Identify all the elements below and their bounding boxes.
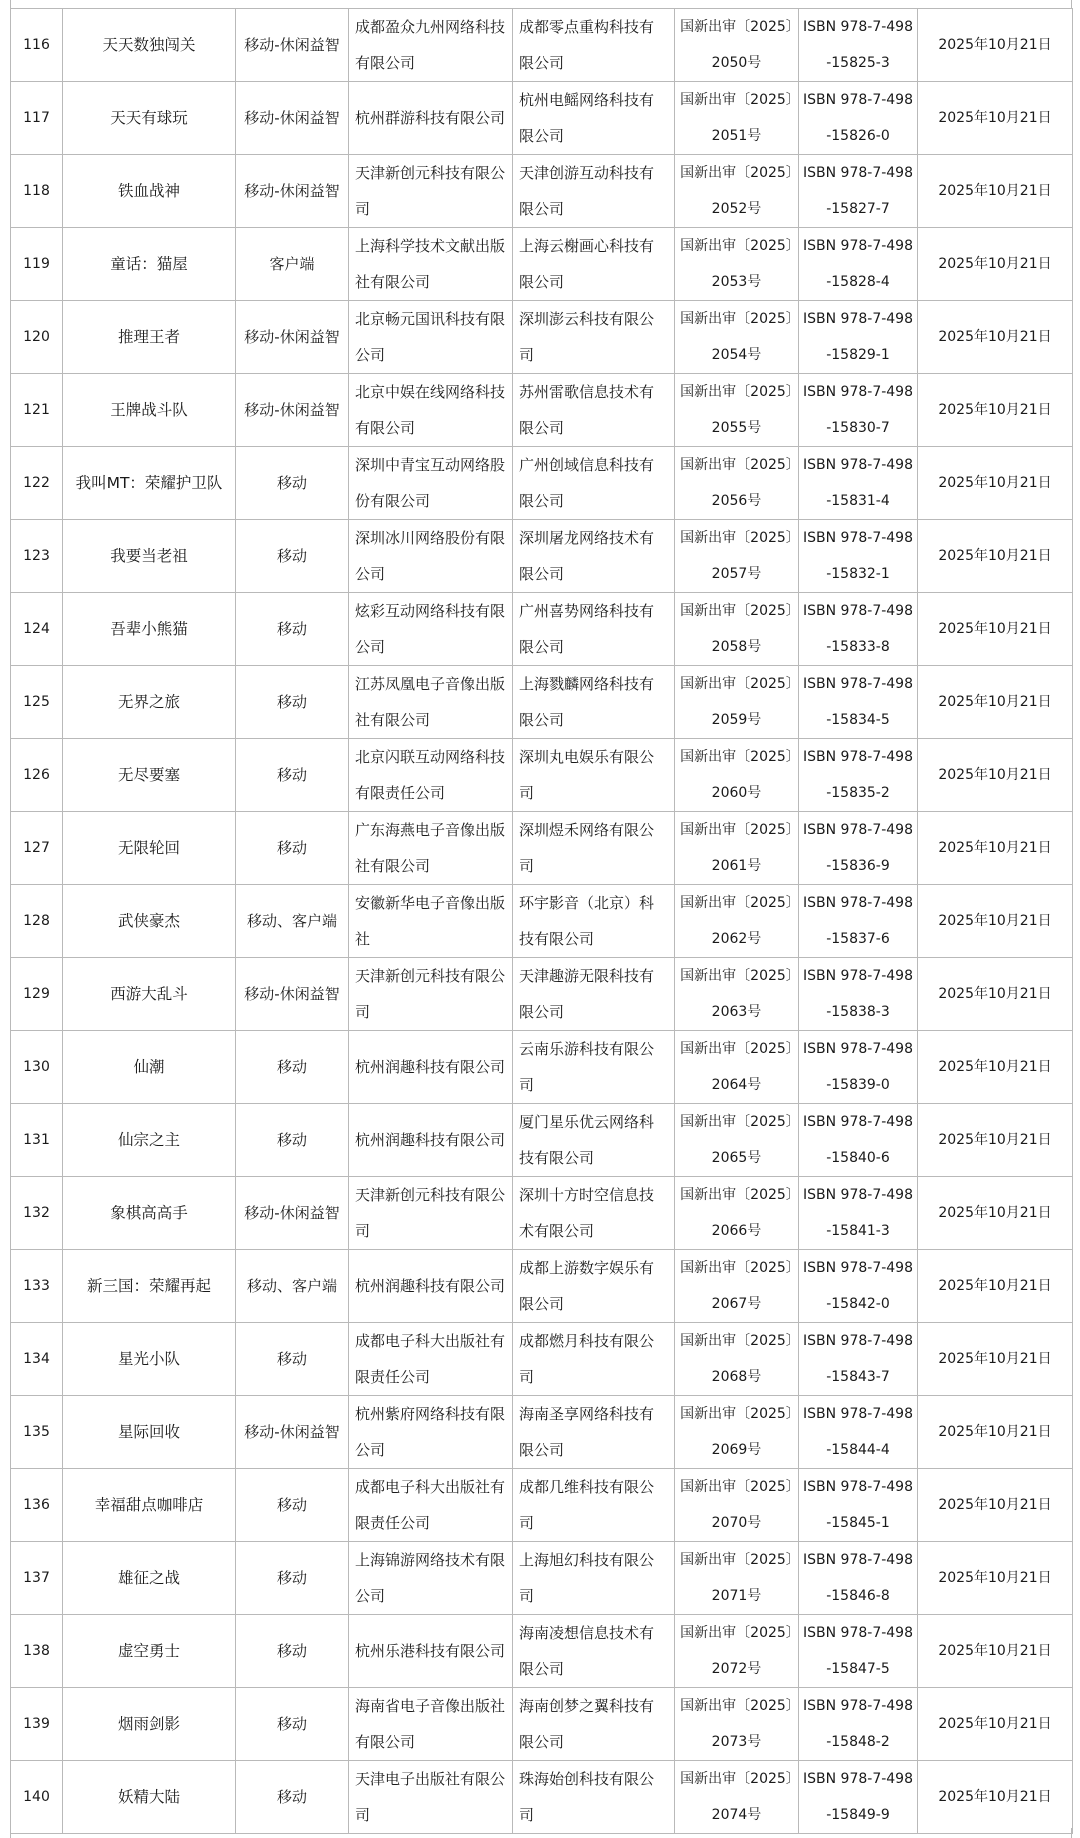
approval-date: 2025年10月21日 — [918, 1323, 1073, 1396]
game-name: 天天有球玩 — [63, 82, 236, 155]
game-number: 135 — [11, 1396, 63, 1469]
approval-number: 国新出审〔2025〕2066号 — [675, 1177, 799, 1250]
game-category: 移动-休闲益智 — [236, 958, 349, 1031]
game-name: 铁血战神 — [63, 155, 236, 228]
table-row — [11, 1104, 1073, 1177]
game-category: 移动、客户端 — [236, 1250, 349, 1323]
operator-unit: 上海云榭画心科技有限公司 — [513, 228, 675, 301]
table-row — [11, 1761, 1073, 1834]
operator-unit: 云南乐游科技有限公司 — [513, 1031, 675, 1104]
approval-number: 国新出审〔2025〕2068号 — [675, 1323, 799, 1396]
game-category: 移动-休闲益智 — [236, 9, 349, 82]
game-number: 120 — [11, 301, 63, 374]
publisher-unit: 杭州乐港科技有限公司 — [349, 1615, 513, 1688]
table-row — [11, 812, 1073, 885]
isbn-number: ISBN 978-7-498-15839-0 — [799, 1031, 918, 1104]
isbn-number: ISBN 978-7-498-15833-8 — [799, 593, 918, 666]
table-row — [11, 885, 1073, 958]
approval-number: 国新出审〔2025〕2054号 — [675, 301, 799, 374]
approval-number: 国新出审〔2025〕2055号 — [675, 374, 799, 447]
approval-date: 2025年10月21日 — [918, 1031, 1073, 1104]
operator-unit: 深圳丸电娱乐有限公司 — [513, 739, 675, 812]
approval-number: 国新出审〔2025〕2061号 — [675, 812, 799, 885]
approval-date: 2025年10月21日 — [918, 885, 1073, 958]
operator-unit: 苏州雷歌信息技术有限公司 — [513, 374, 675, 447]
operator-unit: 珠海始创科技有限公司 — [513, 1761, 675, 1834]
approval-number: 国新出审〔2025〕2064号 — [675, 1031, 799, 1104]
approval-number: 国新出审〔2025〕2067号 — [675, 1250, 799, 1323]
game-number: 118 — [11, 155, 63, 228]
isbn-number: ISBN 978-7-498-15847-5 — [799, 1615, 918, 1688]
game-name: 天天数独闯关 — [63, 9, 236, 82]
publisher-unit: 天津新创元科技有限公司 — [349, 1177, 513, 1250]
table-row — [11, 1396, 1073, 1469]
operator-unit: 厦门星乐优云网络科技有限公司 — [513, 1104, 675, 1177]
isbn-number: ISBN 978-7-498-15832-1 — [799, 520, 918, 593]
publisher-unit: 成都电子科大出版社有限责任公司 — [349, 1323, 513, 1396]
game-name: 无界之旅 — [63, 666, 236, 739]
publisher-unit: 上海科学技术文献出版社有限公司 — [349, 228, 513, 301]
game-category: 移动 — [236, 666, 349, 739]
approval-number: 国新出审〔2025〕2056号 — [675, 447, 799, 520]
approval-number: 国新出审〔2025〕2074号 — [675, 1761, 799, 1834]
game-category: 移动 — [236, 1615, 349, 1688]
game-number: 140 — [11, 1761, 63, 1834]
game-number: 129 — [11, 958, 63, 1031]
publisher-unit: 上海锦游网络技术有限公司 — [349, 1542, 513, 1615]
game-name: 童话：猫屋 — [63, 228, 236, 301]
game-approval-table — [10, 8, 1073, 1834]
game-number: 131 — [11, 1104, 63, 1177]
publisher-unit: 成都盈众九州网络科技有限公司 — [349, 9, 513, 82]
approval-date: 2025年10月21日 — [918, 1396, 1073, 1469]
game-number: 133 — [11, 1250, 63, 1323]
table-row — [11, 1469, 1073, 1542]
game-name: 武侠豪杰 — [63, 885, 236, 958]
game-name: 我叫MT：荣耀护卫队 — [63, 447, 236, 520]
game-category: 移动-休闲益智 — [236, 155, 349, 228]
game-category: 移动 — [236, 812, 349, 885]
game-number: 137 — [11, 1542, 63, 1615]
isbn-number: ISBN 978-7-498-15837-6 — [799, 885, 918, 958]
game-category: 移动-休闲益智 — [236, 301, 349, 374]
table-row — [11, 1177, 1073, 1250]
publisher-unit: 北京中娱在线网络科技有限公司 — [349, 374, 513, 447]
table-row — [11, 447, 1073, 520]
game-category: 移动 — [236, 1104, 349, 1177]
game-name: 无限轮回 — [63, 812, 236, 885]
game-category: 移动 — [236, 1323, 349, 1396]
operator-unit: 海南创梦之翼科技有限公司 — [513, 1688, 675, 1761]
approval-number: 国新出审〔2025〕2050号 — [675, 9, 799, 82]
approval-date: 2025年10月21日 — [918, 1542, 1073, 1615]
approval-number: 国新出审〔2025〕2062号 — [675, 885, 799, 958]
operator-unit: 深圳屠龙网络技术有限公司 — [513, 520, 675, 593]
operator-unit: 成都零点重构科技有限公司 — [513, 9, 675, 82]
publisher-unit: 北京闪联互动网络科技有限责任公司 — [349, 739, 513, 812]
approval-date: 2025年10月21日 — [918, 958, 1073, 1031]
table-row — [11, 958, 1073, 1031]
isbn-number: ISBN 978-7-498-15840-6 — [799, 1104, 918, 1177]
isbn-number: ISBN 978-7-498-15828-4 — [799, 228, 918, 301]
game-number: 117 — [11, 82, 63, 155]
approval-date: 2025年10月21日 — [918, 593, 1073, 666]
game-number: 130 — [11, 1031, 63, 1104]
table-row — [11, 1031, 1073, 1104]
approval-number: 国新出审〔2025〕2063号 — [675, 958, 799, 1031]
game-category: 移动 — [236, 1688, 349, 1761]
game-number: 116 — [11, 9, 63, 82]
game-name: 幸福甜点咖啡店 — [63, 1469, 236, 1542]
isbn-number: ISBN 978-7-498-15825-3 — [799, 9, 918, 82]
approval-date: 2025年10月21日 — [918, 228, 1073, 301]
game-name: 王牌战斗队 — [63, 374, 236, 447]
isbn-number: ISBN 978-7-498-15848-2 — [799, 1688, 918, 1761]
operator-unit: 天津趣游无限科技有限公司 — [513, 958, 675, 1031]
table-row — [11, 9, 1073, 82]
isbn-number: ISBN 978-7-498-15849-9 — [799, 1761, 918, 1834]
approval-number: 国新出审〔2025〕2053号 — [675, 228, 799, 301]
game-number: 132 — [11, 1177, 63, 1250]
approval-date: 2025年10月21日 — [918, 447, 1073, 520]
game-category: 移动 — [236, 739, 349, 812]
approval-number: 国新出审〔2025〕2051号 — [675, 82, 799, 155]
table-top-edge — [10, 0, 1072, 8]
game-category: 移动-休闲益智 — [236, 82, 349, 155]
table-bottom-edge — [10, 1828, 1072, 1838]
game-number: 119 — [11, 228, 63, 301]
game-number: 125 — [11, 666, 63, 739]
operator-unit: 成都上游数字娱乐有限公司 — [513, 1250, 675, 1323]
game-number: 128 — [11, 885, 63, 958]
game-name: 虚空勇士 — [63, 1615, 236, 1688]
table-row — [11, 593, 1073, 666]
game-number: 121 — [11, 374, 63, 447]
operator-unit: 广州创域信息科技有限公司 — [513, 447, 675, 520]
game-category: 移动、客户端 — [236, 885, 349, 958]
game-name: 吾辈小熊猫 — [63, 593, 236, 666]
approval-number: 国新出审〔2025〕2073号 — [675, 1688, 799, 1761]
isbn-number: ISBN 978-7-498-15845-1 — [799, 1469, 918, 1542]
approval-date: 2025年10月21日 — [918, 374, 1073, 447]
approval-number: 国新出审〔2025〕2052号 — [675, 155, 799, 228]
isbn-number: ISBN 978-7-498-15843-7 — [799, 1323, 918, 1396]
operator-unit: 杭州电鳐网络科技有限公司 — [513, 82, 675, 155]
game-number: 124 — [11, 593, 63, 666]
table-row — [11, 739, 1073, 812]
approval-date: 2025年10月21日 — [918, 1615, 1073, 1688]
operator-unit: 深圳煜禾网络有限公司 — [513, 812, 675, 885]
publisher-unit: 炫彩互动网络科技有限公司 — [349, 593, 513, 666]
game-name: 烟雨剑影 — [63, 1688, 236, 1761]
game-category: 移动 — [236, 1469, 349, 1542]
game-category: 移动 — [236, 447, 349, 520]
operator-unit: 天津创游互动科技有限公司 — [513, 155, 675, 228]
operator-unit: 海南凌想信息技术有限公司 — [513, 1615, 675, 1688]
game-category: 移动-休闲益智 — [236, 374, 349, 447]
approval-number: 国新出审〔2025〕2072号 — [675, 1615, 799, 1688]
table-row — [11, 82, 1073, 155]
approval-date: 2025年10月21日 — [918, 812, 1073, 885]
publisher-unit: 成都电子科大出版社有限责任公司 — [349, 1469, 513, 1542]
game-category: 移动 — [236, 520, 349, 593]
game-number: 126 — [11, 739, 63, 812]
approval-date: 2025年10月21日 — [918, 1250, 1073, 1323]
publisher-unit: 天津电子出版社有限公司 — [349, 1761, 513, 1834]
table-row — [11, 1688, 1073, 1761]
game-category: 移动 — [236, 1031, 349, 1104]
approval-date: 2025年10月21日 — [918, 666, 1073, 739]
game-name: 推理王者 — [63, 301, 236, 374]
game-category: 移动-休闲益智 — [236, 1177, 349, 1250]
game-name: 仙宗之主 — [63, 1104, 236, 1177]
game-category: 移动 — [236, 1542, 349, 1615]
publisher-unit: 杭州紫府网络科技有限公司 — [349, 1396, 513, 1469]
game-name: 我要当老祖 — [63, 520, 236, 593]
approval-date: 2025年10月21日 — [918, 739, 1073, 812]
approval-number: 国新出审〔2025〕2065号 — [675, 1104, 799, 1177]
publisher-unit: 杭州润趣科技有限公司 — [349, 1031, 513, 1104]
approval-date: 2025年10月21日 — [918, 155, 1073, 228]
publisher-unit: 天津新创元科技有限公司 — [349, 155, 513, 228]
table-row — [11, 1615, 1073, 1688]
approval-date: 2025年10月21日 — [918, 301, 1073, 374]
table-row — [11, 301, 1073, 374]
table-row — [11, 520, 1073, 593]
isbn-number: ISBN 978-7-498-15842-0 — [799, 1250, 918, 1323]
publisher-unit: 江苏凤凰电子音像出版社有限公司 — [349, 666, 513, 739]
publisher-unit: 杭州润趣科技有限公司 — [349, 1104, 513, 1177]
table-body — [11, 9, 1073, 1834]
approval-date: 2025年10月21日 — [918, 1469, 1073, 1542]
approval-number: 国新出审〔2025〕2059号 — [675, 666, 799, 739]
publisher-unit: 北京畅元国讯科技有限公司 — [349, 301, 513, 374]
game-number: 122 — [11, 447, 63, 520]
operator-unit: 环宇影音（北京）科技有限公司 — [513, 885, 675, 958]
approval-date: 2025年10月21日 — [918, 1688, 1073, 1761]
table-row — [11, 1542, 1073, 1615]
publisher-unit: 广东海燕电子音像出版社有限公司 — [349, 812, 513, 885]
operator-unit: 深圳十方时空信息技术有限公司 — [513, 1177, 675, 1250]
isbn-number: ISBN 978-7-498-15831-4 — [799, 447, 918, 520]
game-name: 星光小队 — [63, 1323, 236, 1396]
game-category: 客户端 — [236, 228, 349, 301]
isbn-number: ISBN 978-7-498-15838-3 — [799, 958, 918, 1031]
publisher-unit: 深圳冰川网络股份有限公司 — [349, 520, 513, 593]
operator-unit: 海南圣享网络科技有限公司 — [513, 1396, 675, 1469]
isbn-number: ISBN 978-7-498-15826-0 — [799, 82, 918, 155]
operator-unit: 上海旭幻科技有限公司 — [513, 1542, 675, 1615]
game-number: 134 — [11, 1323, 63, 1396]
game-number: 139 — [11, 1688, 63, 1761]
approval-number: 国新出审〔2025〕2060号 — [675, 739, 799, 812]
game-name: 无尽要塞 — [63, 739, 236, 812]
game-name: 雄征之战 — [63, 1542, 236, 1615]
operator-unit: 上海戮麟网络科技有限公司 — [513, 666, 675, 739]
game-category: 移动-休闲益智 — [236, 1396, 349, 1469]
game-name: 象棋高高手 — [63, 1177, 236, 1250]
publisher-unit: 安徽新华电子音像出版社 — [349, 885, 513, 958]
game-name: 星际回收 — [63, 1396, 236, 1469]
approval-date: 2025年10月21日 — [918, 82, 1073, 155]
isbn-number: ISBN 978-7-498-15846-8 — [799, 1542, 918, 1615]
publisher-unit: 深圳中青宝互动网络股份有限公司 — [349, 447, 513, 520]
game-category: 移动 — [236, 593, 349, 666]
table-row — [11, 155, 1073, 228]
operator-unit: 成都几维科技有限公司 — [513, 1469, 675, 1542]
publisher-unit: 天津新创元科技有限公司 — [349, 958, 513, 1031]
game-name: 妖精大陆 — [63, 1761, 236, 1834]
isbn-number: ISBN 978-7-498-15827-7 — [799, 155, 918, 228]
table-row — [11, 1323, 1073, 1396]
approval-number: 国新出审〔2025〕2070号 — [675, 1469, 799, 1542]
operator-unit: 深圳澎云科技有限公司 — [513, 301, 675, 374]
isbn-number: ISBN 978-7-498-15834-5 — [799, 666, 918, 739]
table-row — [11, 374, 1073, 447]
game-number: 138 — [11, 1615, 63, 1688]
isbn-number: ISBN 978-7-498-15844-4 — [799, 1396, 918, 1469]
approval-date: 2025年10月21日 — [918, 1104, 1073, 1177]
game-category: 移动 — [236, 1761, 349, 1834]
approval-date: 2025年10月21日 — [918, 1177, 1073, 1250]
table-row — [11, 666, 1073, 739]
operator-unit: 成都燃月科技有限公司 — [513, 1323, 675, 1396]
table-row — [11, 228, 1073, 301]
operator-unit: 广州喜势网络科技有限公司 — [513, 593, 675, 666]
isbn-number: ISBN 978-7-498-15841-3 — [799, 1177, 918, 1250]
publisher-unit: 杭州群游科技有限公司 — [349, 82, 513, 155]
approval-date: 2025年10月21日 — [918, 9, 1073, 82]
publisher-unit: 杭州润趣科技有限公司 — [349, 1250, 513, 1323]
game-number: 123 — [11, 520, 63, 593]
approval-number: 国新出审〔2025〕2057号 — [675, 520, 799, 593]
approval-date: 2025年10月21日 — [918, 1761, 1073, 1834]
approval-number: 国新出审〔2025〕2058号 — [675, 593, 799, 666]
isbn-number: ISBN 978-7-498-15836-9 — [799, 812, 918, 885]
approval-number: 国新出审〔2025〕2069号 — [675, 1396, 799, 1469]
game-number: 127 — [11, 812, 63, 885]
publisher-unit: 海南省电子音像出版社有限公司 — [349, 1688, 513, 1761]
approval-number: 国新出审〔2025〕2071号 — [675, 1542, 799, 1615]
game-name: 新三国：荣耀再起 — [63, 1250, 236, 1323]
approval-date: 2025年10月21日 — [918, 520, 1073, 593]
table-row — [11, 1250, 1073, 1323]
isbn-number: ISBN 978-7-498-15830-7 — [799, 374, 918, 447]
isbn-number: ISBN 978-7-498-15829-1 — [799, 301, 918, 374]
isbn-number: ISBN 978-7-498-15835-2 — [799, 739, 918, 812]
game-number: 136 — [11, 1469, 63, 1542]
game-name: 仙潮 — [63, 1031, 236, 1104]
game-name: 西游大乱斗 — [63, 958, 236, 1031]
